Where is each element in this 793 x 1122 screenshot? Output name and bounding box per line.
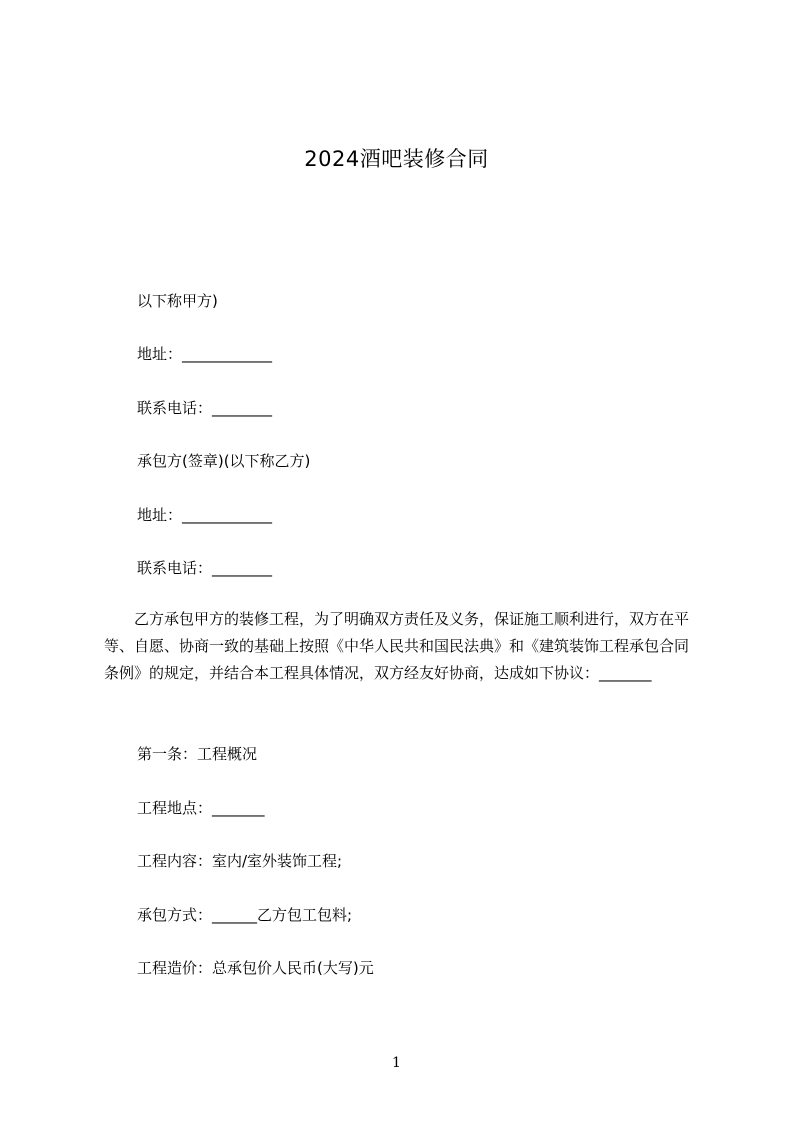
party-a-label: 以下称甲方)	[137, 292, 218, 310]
contract-method: 承包方式：______乙方包工包料;	[137, 906, 353, 924]
party-b-label: 承包方(签章)(以下称乙方)	[137, 452, 311, 470]
party-b-phone: 联系电话：________	[137, 559, 273, 577]
party-b-address: 地址：____________	[137, 506, 273, 524]
project-cost: 工程造价：总承包价人民币(大写)元	[137, 959, 374, 977]
page-number: 1	[392, 1055, 401, 1071]
article1-heading: 第一条：工程概况	[137, 745, 258, 763]
document-title: 2024酒吧装修合同	[304, 147, 489, 171]
intro-paragraph: 乙方承包甲方的装修工程，为了明确双方责任及义务，保证施工顺利进行，双方在平等、自愿、协商一致的基础上按照《中华人民共和国民法典》和《建筑装饰工程承包合同条例》的规定，并结合本工程具体情况，双方经友好协商，达成如下协议：_______	[104, 610, 690, 682]
project-location: 工程地点：_______	[137, 799, 265, 817]
party-a-phone: 联系电话：________	[137, 399, 273, 417]
project-content: 工程内容：室内/室外装饰工程;	[137, 852, 343, 870]
party-a-address: 地址：____________	[137, 345, 273, 363]
